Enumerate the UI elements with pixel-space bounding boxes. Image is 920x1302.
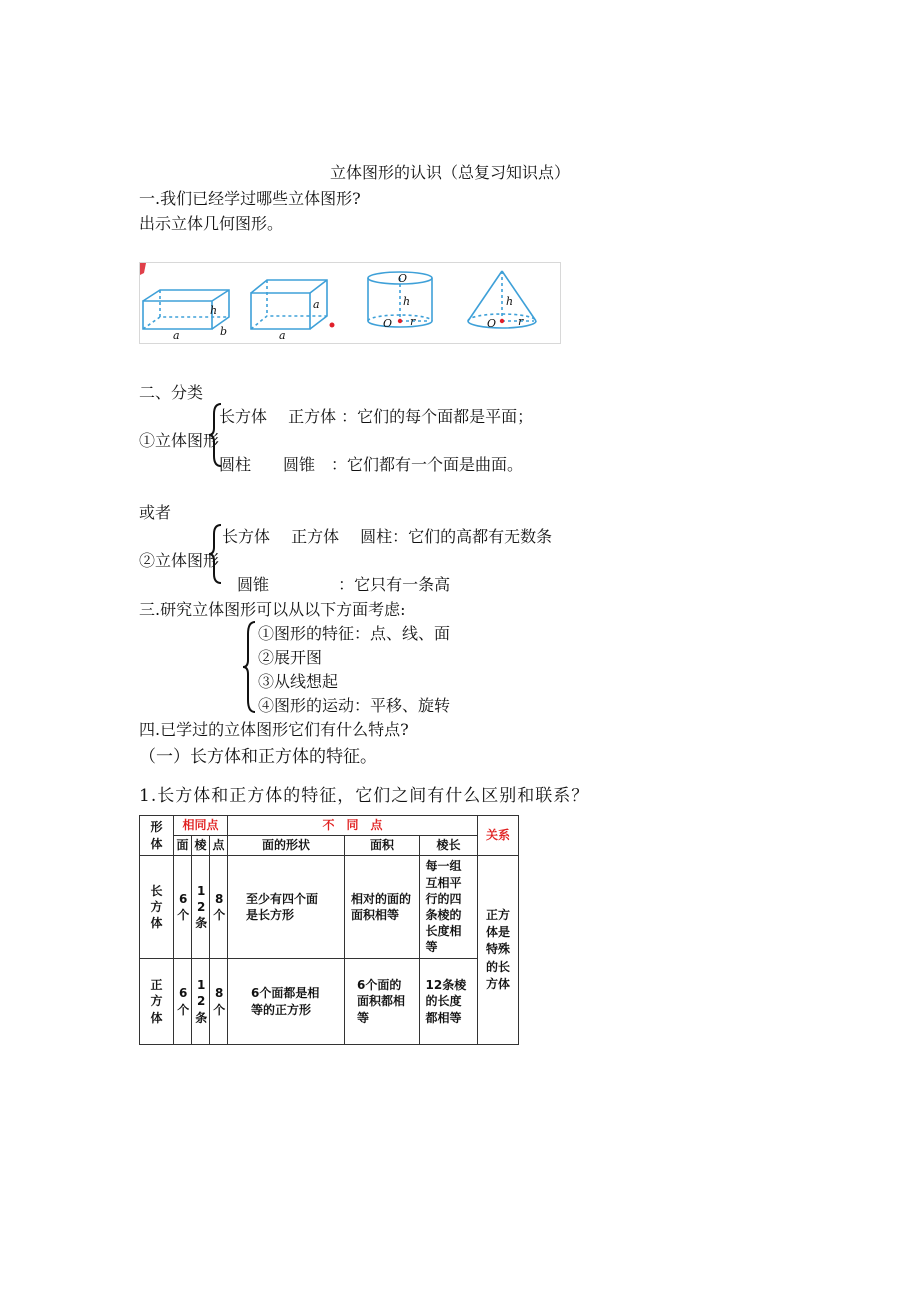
label-cube-a-bottom: a xyxy=(279,329,286,342)
section3-item-1: ①图形的特征：点、线、面 xyxy=(258,624,451,643)
table-row xyxy=(140,856,519,959)
section3-item-3: ③从线想起 xyxy=(258,672,339,691)
row-cuboid-face-shape: 至少有四个面是长方形 xyxy=(228,856,345,959)
header-edge: 棱 xyxy=(192,836,210,856)
header-edge-length: 棱长 xyxy=(420,836,478,856)
row-cube-edges: 12条 xyxy=(192,959,210,1045)
header-face-shape: 面的形状 xyxy=(228,836,345,856)
row-cuboid-edge-length: 每一组互相平行的四条棱的长度相等 xyxy=(420,856,478,959)
label-cylinder-top-O: O xyxy=(398,272,408,285)
row-cube-vertices: 8个 xyxy=(210,959,228,1045)
cuboid-cube-comparison-table xyxy=(139,815,519,1045)
header-vertex: 点 xyxy=(210,836,228,856)
solid-figures-image xyxy=(139,262,561,344)
label-cylinder-bottom-O: O xyxy=(383,317,393,330)
group1-line2: 圆柱 圆锥 ：它们都有一个面是曲面。 xyxy=(219,455,524,474)
corner-mark xyxy=(140,263,146,275)
cube-red-dot xyxy=(330,323,335,328)
group2-line2: 圆锥 ：它只有一条高 xyxy=(237,575,451,594)
row-cube-area: 6个面的面积都相等 xyxy=(345,959,420,1045)
section4-heading: 四.已学过的立体图形它们有什么特点? xyxy=(139,720,409,739)
row-cube-edge-length: 12条棱的长度都相等 xyxy=(420,959,478,1045)
row-cuboid-name: 长方体 xyxy=(140,856,174,959)
section1-subtext: 出示立体几何图形。 xyxy=(139,214,284,233)
row-cuboid-vertices: 8个 xyxy=(210,856,228,959)
section3-item-4: ④图形的运动：平移、旋转 xyxy=(258,696,451,715)
label-cuboid-a: a xyxy=(173,329,180,342)
header-diff: 不 同 点 xyxy=(228,816,478,836)
group1-line1: 长方体 正方体 ：它们的每个面都是平面； xyxy=(219,407,534,426)
section3-brace xyxy=(242,620,258,714)
row-cube-face-shape: 6个面都是相等的正方形 xyxy=(228,959,345,1045)
header-same: 相同点 xyxy=(174,816,228,836)
section2-heading: 二、分类 xyxy=(139,383,204,402)
table-header-row-2 xyxy=(140,836,519,856)
or-text: 或者 xyxy=(139,503,172,522)
label-cylinder-h: h xyxy=(403,295,411,308)
solid-figures-drawing xyxy=(140,263,560,343)
group1-label: ①立体图形 xyxy=(139,431,220,450)
row-cuboid-faces: 6个 xyxy=(174,856,192,959)
section4-subheading: （一）长方体和正方体的特征。 xyxy=(139,747,377,767)
label-cone-r: r xyxy=(518,315,524,328)
header-relation: 关系 xyxy=(478,816,519,856)
label-cone-O: O xyxy=(487,317,497,330)
row-cuboid-edges: 12条 xyxy=(192,856,210,959)
group2-line1: 长方体 正方体 圆柱：它们的高都有无数条 xyxy=(222,527,553,546)
cone-red-dot xyxy=(500,319,504,323)
label-cuboid-b: b xyxy=(220,325,228,338)
header-face: 面 xyxy=(174,836,192,856)
cylinder-red-dot xyxy=(398,319,402,323)
section3-heading: 三.研究立体图形可以从以下方面考虑: xyxy=(139,600,406,619)
relation-cell: 正方体是特殊的长方体 xyxy=(478,856,519,1045)
page-title: 立体图形的认识（总复习知识点） xyxy=(330,163,571,182)
label-cylinder-r: r xyxy=(410,315,416,328)
label-cube-a-side: a xyxy=(313,298,320,311)
label-cone-h: h xyxy=(506,295,514,308)
section4-question: 1.长方体和正方体的特征，它们之间有什么区别和联系？ xyxy=(139,786,590,806)
row-cuboid-area: 相对的面的面积相等 xyxy=(345,856,420,959)
section1-heading: 一.我们已经学过哪些立体图形? xyxy=(139,189,361,208)
table-row xyxy=(140,959,519,1045)
section3-item-2: ②展开图 xyxy=(258,648,323,667)
label-cuboid-h: h xyxy=(210,304,218,317)
header-area: 面积 xyxy=(345,836,420,856)
row-cube-faces: 6个 xyxy=(174,959,192,1045)
header-shape: 形体 xyxy=(140,816,174,856)
group2-label: ②立体图形 xyxy=(139,551,220,570)
row-cube-name: 正方体 xyxy=(140,959,174,1045)
table-header-row-1 xyxy=(140,816,519,836)
